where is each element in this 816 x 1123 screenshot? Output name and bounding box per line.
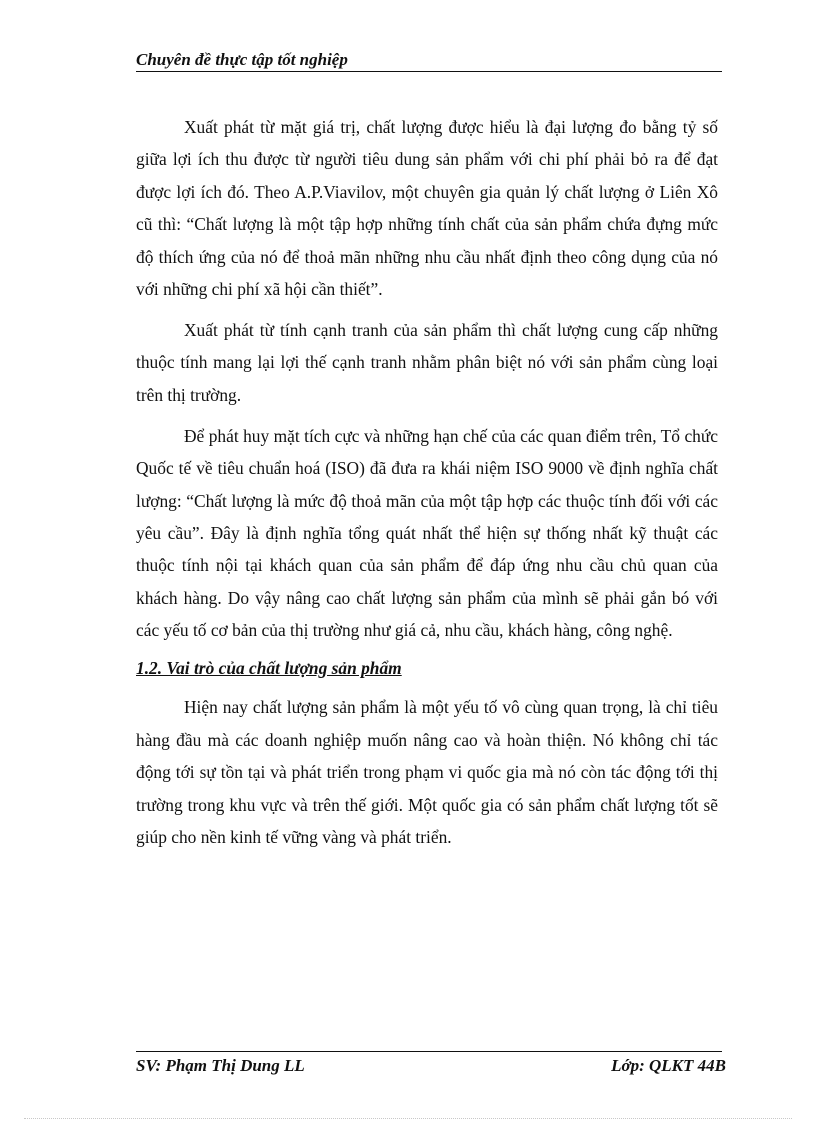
paragraph-role-of-quality: Hiện nay chất lượng sản phẩm là một yếu tố vô cùng quan trọng, là chỉ tiêu hàng đầu mà các doanh nghiệp muốn nâng cao và hoàn thiện. Nó không chỉ tác động tới sự tồn tại và phát triển trong phạm vi quốc gia mà nó còn tác động tới thị trường trong khu vực và trên thế giới. Một quốc gia có sản phẩm chất lượng tốt sẽ giúp cho nền kinh tế vững vàng và phát triển.: [136, 697, 718, 847]
footer-rule: [136, 1051, 722, 1052]
page-body: [136, 111, 718, 862]
paragraph-value-definition: Xuất phát từ mặt giá trị, chất lượng được hiểu là đại lượng đo bằng tỷ số giữa lợi ích thu được từ người tiêu dung sản phẩm với chi phí phải bỏ ra để đạt được lợi ích đó. Theo A.P.Viavilov, một chuyên gia quản lý chất lượng ở Liên Xô cũ thì: “Chất lượng là một tập hợp những tính chất của sản phẩm chứa đựng mức độ thích ứng của nó để thoả mãn những nhu cầu nhất định theo công dụng của nó với những chi phí xã hội cần thiết”.: [136, 117, 718, 300]
footer-student: SV: Phạm Thị Dung LL: [136, 1056, 305, 1075]
page-edge-divider: [24, 1118, 792, 1119]
paragraph-iso-definition: Để phát huy mặt tích cực và những hạn chế của các quan điểm trên, Tổ chức Quốc tế về tiêu chuẩn hoá (ISO) đã đưa ra khái niệm ISO 9000 về định nghĩa chất lượng: “Chất lượng là mức độ thoả mãn của một tập hợp các thuộc tính đối với các yêu cầu”. Đây là định nghĩa tổng quát nhất thể hiện sự thống nhất kỹ thuật các thuộc tính nội tại khách quan của sản phẩm để đáp ứng nhu cầu chủ quan của khách hàng. Do vậy nâng cao chất lượng sản phẩm của mình sẽ phải gắn bó với các yếu tố cơ bản của thị trường như giá cả, nhu cầu, khách hàng, công nghệ.: [136, 425, 718, 641]
header-rule: [136, 71, 722, 72]
paragraph-competition-definition: Xuất phát từ tính cạnh tranh của sản phẩm thì chất lượng cung cấp những thuộc tính mang lại lợi thế cạnh tranh nhằm phân biệt nó với sản phẩm cùng loại trên thị trường.: [136, 320, 718, 405]
footer-class: Lớp: QLKT 44B: [611, 1056, 726, 1075]
section-heading: 1.2. Vai trò của chất lượng sản phẩm: [136, 658, 402, 679]
page-header: Chuyên đề thực tập tốt nghiệp: [136, 50, 348, 69]
